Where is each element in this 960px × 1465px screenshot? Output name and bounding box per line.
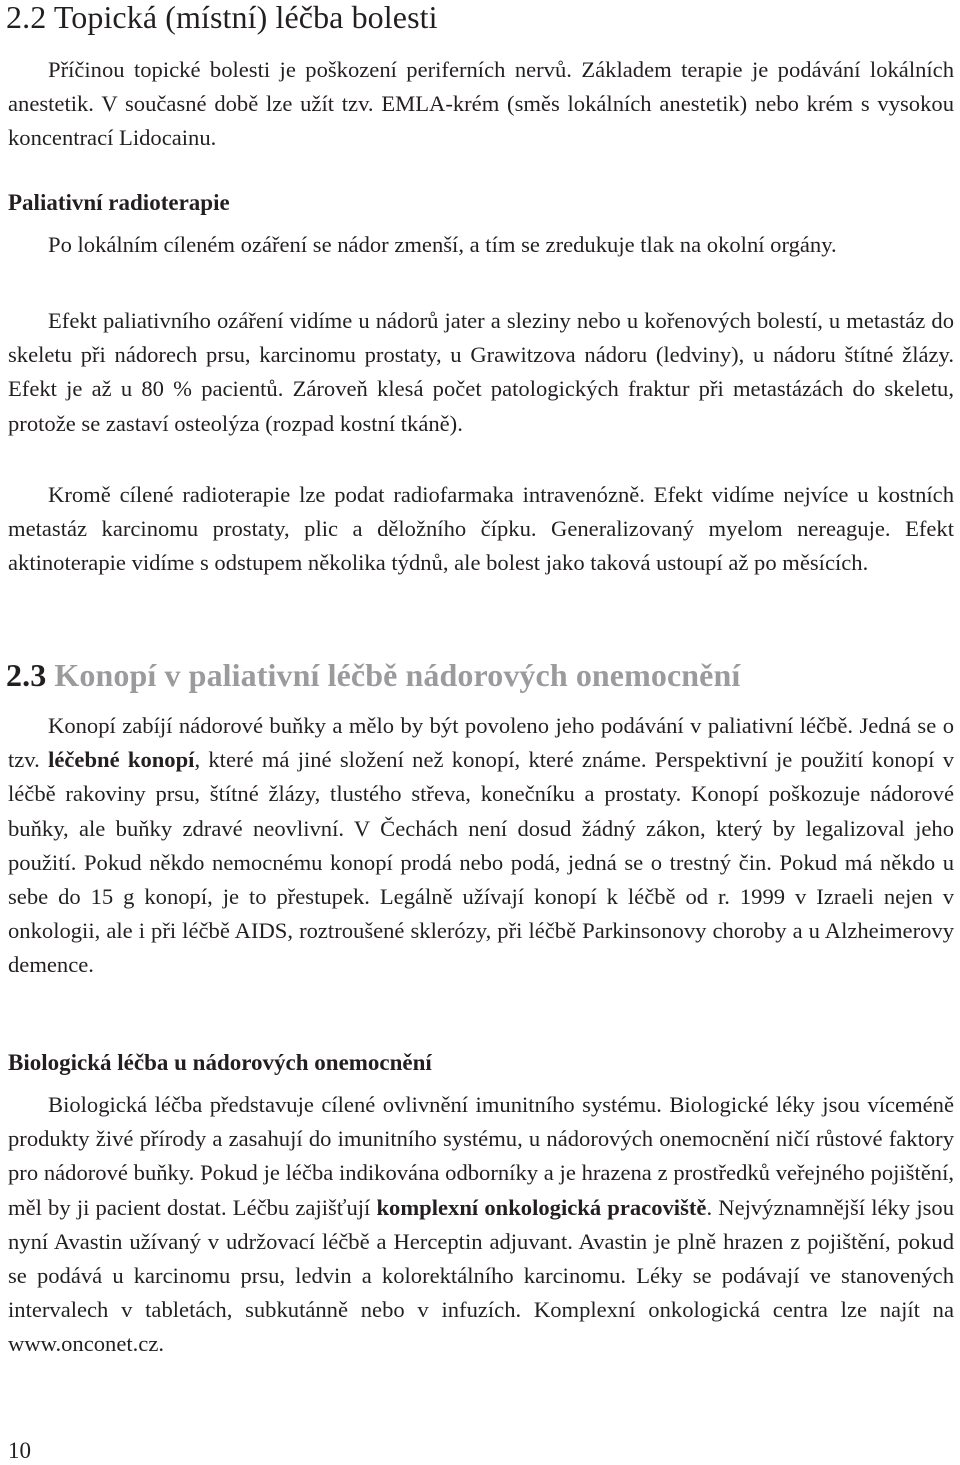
radiotherapy-paragraph-2: Efekt paliativního ozáření vidíme u nádorů jater a sleziny nebo u kořenových bolestí, u metastáz do skeletu při nádorech prsu, karcinomu prostaty, u Grawitzova nádoru (ledviny), u nádoru štítné žlázy. Efekt je až u 80 % pacientů. Zároveň klesá počet patologických fraktur při metastázách do skeletu, protože se zastaví osteolýza (rozpad kostní tkáně). bbox=[8, 308, 954, 436]
biological-treatment-paragraph: Biologická léčba představuje cílené ovlivnění imunitního systému. Biologické léky jsou víceméně produkty živé přírody a zasahují do imunitního systému, u nádorových onemocnění ničí růstové faktory pro nádorové buňky. Pokud je léčba indikována odborníky a je hrazena z prostředků veřejného pojištění, měl by ji pacient dostat. Léčbu zajišťují komplexní onkologická pracoviště. Nejvýznamnější léky jsou nyní Avastin užívaný v udržovací léčbě a Herceptin adjuvant. Avastin je plně hrazen z pojištění, pokud se podává u karcinomu prsu, ledvin a kolorektálního karcinomu. Léky se podávají ve stanovených intervalech v tabletách, subkutánně nebo v infuzích. Komplexní onkologická centra lze najít na www.onconet.cz. bbox=[8, 1092, 954, 1357]
radiotherapy-paragraph-1: Po lokálním cíleném ozáření se nádor zmenší, a tím se zredukuje tlak na okolní orgány. bbox=[48, 232, 837, 257]
section-2-2-heading bbox=[6, 0, 438, 35]
section-title: Topická (místní) léčba bolesti bbox=[46, 0, 438, 35]
cannabis-paragraph: Konopí zabíjí nádorové buňky a mělo by být povoleno jeho podávání v paliativní léčbě. Jedná se o tzv. léčebné konopí, které má jiné složení než konopí, které známe. Perspektivní je použití konopí v léčbě rakoviny prsu, štítné žlázy, tlustého střeva, konečníku a prostaty. Konopí poškozuje nádorové buňky, ale buňky zdravé neovlivní. V Čechách není dosud žádný zákon, který by legalizoval jeho použití. Pokud někdo nemocnému konopí prodá nebo podá, jedná se o trestný čin. Pokud má někdo u sebe do 15 g konopí, je to přestupek. Legálně užívají konopí k léčbě od r. 1999 v Izraeli nejen v onkologii, ale i při léčbě AIDS, roztroušené sklerózy, při léčbě Parkinsonovy choroby a u Alzheimerovy demence. bbox=[8, 713, 954, 978]
section-2-3-heading bbox=[6, 657, 740, 693]
topical-pain-paragraph: Příčinou topické bolesti je poškození periferních nervů. Základem terapie je podávání lokálních anestetik. V současné době lze užít tzv. EMLA-krém (směs lokálních anestetik) nebo krém s vysokou koncentrací Lidocainu. bbox=[8, 57, 954, 151]
biological-treatment-heading: Biologická léčba u nádorových onemocnění bbox=[8, 1050, 432, 1075]
radiotherapy-paragraph-3: Kromě cílené radioterapie lze podat radiofarmaka intravenózně. Efekt vidíme nejvíce u kostních metastáz karcinomu prostaty, plic a děložního čípku. Generalizovaný myelom nereaguje. Efekt aktinoterapie vidíme s odstupem několika týdnů, ale bolest jako taková ustoupí až po měsících. bbox=[8, 482, 954, 576]
emphasis-medical-cannabis: léčebné konopí bbox=[48, 747, 195, 773]
section-number: 2.3 bbox=[6, 657, 47, 693]
section-number: 2.2 bbox=[6, 0, 47, 35]
page-number: 10 bbox=[8, 1438, 31, 1463]
emphasis-oncology-centers: komplexní onkologická pracoviště bbox=[376, 1194, 707, 1220]
palliative-radiotherapy-heading: Paliativní radioterapie bbox=[8, 190, 230, 215]
section-title: Konopí v paliativní léčbě nádorových onemocnění bbox=[46, 657, 741, 693]
